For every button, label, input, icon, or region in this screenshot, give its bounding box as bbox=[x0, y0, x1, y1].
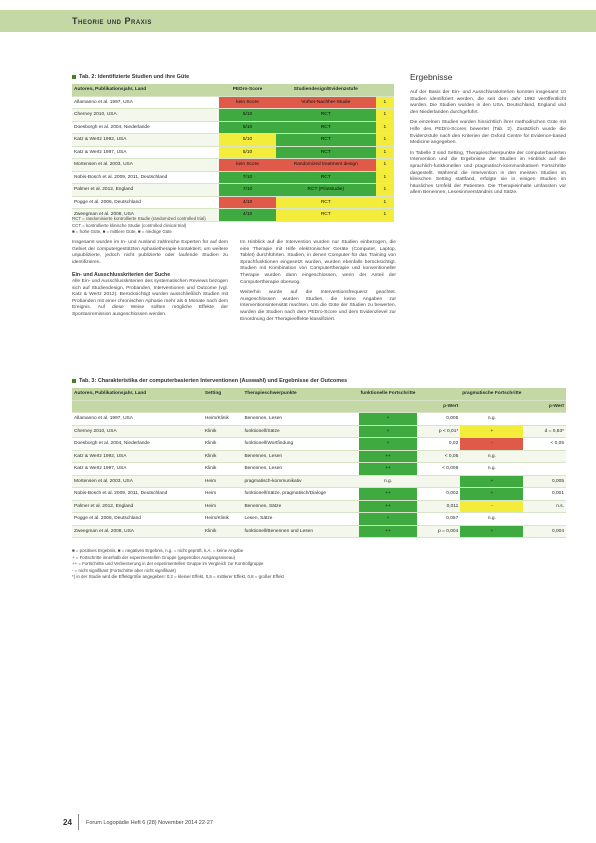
table3-subheader-row bbox=[72, 400, 566, 413]
table3-cell: n.g. bbox=[460, 450, 523, 463]
table3-cell: Lesen, Sätze bbox=[242, 513, 358, 526]
table2-cell: 7/10 bbox=[219, 184, 276, 197]
table3-subheader-cell: p-Wert bbox=[417, 400, 460, 413]
caption-square-icon bbox=[72, 379, 76, 383]
table3-cell: Benennen, Sätze bbox=[242, 500, 358, 513]
table2-row bbox=[72, 146, 394, 159]
table3-cell: < 0,05 bbox=[523, 438, 566, 451]
table2-cell: RCT bbox=[276, 171, 376, 184]
middle-column bbox=[240, 240, 396, 323]
table3-cell: + bbox=[359, 513, 418, 526]
table2-cell: RCT bbox=[276, 134, 376, 147]
table2-row bbox=[72, 121, 394, 134]
table3-cell: + bbox=[359, 413, 418, 426]
paragraph: Die einzelnen Studien wurden hinsichtlich ihrer methodischen Güte mit Hilfe des PEDro-Scores bewertet (Tab. 2). Zusätzlich wurde die Evidenzstufe nach den Kriterien der Oxford Centre for Evidence-based Medicine angegeben. bbox=[410, 120, 566, 146]
table3-row bbox=[72, 500, 566, 513]
paragraph: Insgesamt wurden im In- und Ausland zahlreiche Experten für auf dem Gebiet der computergestützten Aphasietherapie kontaktiert, um weitere unpublizierte, jedoch nicht publizierte oder laufende Studien zu identifizieren. bbox=[72, 240, 228, 265]
table2-cell: Katz & Wertz 1992, USA bbox=[72, 134, 219, 147]
table2-row bbox=[72, 196, 394, 209]
table3-subheader-cell: p-Wert bbox=[523, 400, 566, 413]
table2-header-cell: Autoren, Publikationsjahr, Land bbox=[72, 84, 219, 96]
table3-cell: funktionell/Sätze, pragmatisch/Dialoge bbox=[242, 488, 358, 501]
table3-cell: Katz & Wertz 1997, USA bbox=[72, 463, 203, 476]
table3-cell: Klinik bbox=[203, 525, 243, 538]
table2-cell: Cherney 2010, USA bbox=[72, 109, 219, 122]
table3-cell: n.s. bbox=[523, 500, 566, 513]
table2-cell: 5/10 bbox=[219, 134, 276, 147]
table2-header-cell: PEDro-Score bbox=[219, 84, 276, 96]
table2-footnotes bbox=[72, 216, 394, 236]
table3-cell: - bbox=[460, 438, 523, 451]
table3-cell: Klinik bbox=[203, 438, 243, 451]
table2-cell: RCT bbox=[276, 196, 376, 209]
table2-cell: 1 bbox=[376, 209, 394, 222]
table2-cell: Doesborgh et al. 2004, Niederlande bbox=[72, 121, 219, 134]
table2-cell: Mortensen et al. 2003, USA bbox=[72, 159, 219, 172]
table2-cell: Pogge et al. 2006, Deutschland bbox=[72, 196, 219, 209]
table2-cell: 1 bbox=[376, 171, 394, 184]
table3-cell: n.g. bbox=[359, 475, 418, 488]
table3-cell: n.g. bbox=[460, 413, 523, 426]
table2-cell: Randomized treatment design bbox=[276, 159, 376, 172]
table3-caption bbox=[72, 378, 347, 384]
table2-cell: 5/10 bbox=[219, 121, 276, 134]
table2-cell: Zweegman et al. 2008, USA bbox=[72, 209, 219, 222]
table2-cell: Vorher-Nachher-Studie bbox=[276, 96, 376, 109]
table3-caption-text: Tab. 3: Charakteristika der computerbasierten Interventionen (Auswahl) und Ergebnisse der Outcomes bbox=[79, 378, 348, 384]
table2-header-cell: Studiendesign/Evidenzstufe bbox=[276, 84, 376, 96]
table2-row bbox=[72, 171, 394, 184]
table2-row bbox=[72, 109, 394, 122]
table3-cell: < 0,008 bbox=[417, 463, 460, 476]
table2-cell: 5/10 bbox=[219, 109, 276, 122]
table2-row bbox=[72, 134, 394, 147]
table3-cell: pragmatisch-kommunikativ bbox=[242, 475, 358, 488]
table3-cell: Heim bbox=[203, 500, 243, 513]
table3-footnote: ++ = Fortschritte und Verbesserung in der experimentellen Gruppe im Vergleich zur Kontrollgruppe bbox=[72, 561, 264, 566]
table2-cell: 4/10 bbox=[219, 196, 276, 209]
results-heading: Ergebnisse bbox=[410, 72, 453, 82]
table2-cell: Nobis-Bosch et al. 2009, 2011, Deutschland bbox=[72, 171, 219, 184]
table3-subheader-cell bbox=[72, 400, 203, 413]
table2-cell: RCT bbox=[276, 146, 376, 159]
table3-cell: d = 0,83* bbox=[523, 425, 566, 438]
table3-row bbox=[72, 425, 566, 438]
caption-square-icon bbox=[72, 75, 76, 79]
table3-cell: Doesborgh et al. 2004, Niederlande bbox=[72, 438, 203, 451]
table3-cell: Pogge et al. 2006, Deutschland bbox=[72, 513, 203, 526]
table3-cell: Benennen, Lesen bbox=[242, 413, 358, 426]
table3-cell: Benennen, Lesen bbox=[242, 450, 358, 463]
table3-header-cell: Therapieschwerpunkte bbox=[242, 388, 358, 400]
table3-subheader-cell bbox=[242, 400, 358, 413]
table2-cell: 1 bbox=[376, 146, 394, 159]
table3-header-cell: Setting bbox=[203, 388, 243, 400]
table3-row bbox=[72, 450, 566, 463]
table3-header-cell: Autoren, Publikationsjahr, Land bbox=[72, 388, 203, 400]
footer-journal: Forum Logopädie Heft 6 (28) November 2014 22-27 bbox=[86, 820, 213, 826]
table3-cell: Klinik bbox=[203, 425, 243, 438]
table3-subheader-cell bbox=[203, 400, 243, 413]
table3-cell: Heim/Klinik bbox=[203, 513, 243, 526]
table3-cell: ++ bbox=[359, 500, 418, 513]
table3-cell bbox=[417, 475, 460, 488]
table3-header-cell: funktionelle Fortschritte bbox=[359, 388, 418, 400]
table3-cell: Cherney 2010, USA bbox=[72, 425, 203, 438]
table3-cell: ++ bbox=[359, 463, 418, 476]
table2-header-cell bbox=[376, 84, 394, 96]
table3-header-cell bbox=[523, 388, 566, 400]
table2-footnote: RCT = randomisierte kontrollierte Studie (randomized controlled trial) bbox=[72, 216, 206, 221]
table3-cell: Benennen, Lesen bbox=[242, 463, 358, 476]
table2-cell: kein Score bbox=[219, 96, 276, 109]
table3-subheader-cell bbox=[359, 400, 418, 413]
table3-row bbox=[72, 513, 566, 526]
table3-cell: Heim/Klinik bbox=[203, 413, 243, 426]
paragraph: Weiterhin wurde auf die Interventionsfrequenz geachtet. Ausgeschlossen wurden Studien, die keine Angaben zur Interventionsintensität machten. Um die Güte der Studien zu bewerten, wurden die Studien nach dem PEDro-Score und dem Evidenzlevel zur Einordnung der Therapieeffekte klassifiziert. bbox=[240, 290, 396, 322]
table2-cell: 1 bbox=[376, 121, 394, 134]
table2-cell: 1 bbox=[376, 184, 394, 197]
table2-row bbox=[72, 184, 394, 197]
table3-cell bbox=[523, 513, 566, 526]
table2-cell: Palmer et al. 2012, England bbox=[72, 184, 219, 197]
table2 bbox=[72, 84, 394, 222]
paragraph: In Tabelle 3 sind Setting, Therapieschwerpunkte der computerbasierten Intervention und die Ergebnisse der Studien im Hinblick auf die sprachlich-funktionellen und pragmatisch-kommunikativen Fortschritte dargestellt. Während die Intervention in den meisten Studien im klinischen Setting stattfand, erfolgte sie in einigen Studien im häuslichen Umfeld der Patienten. Die Therapieinhalte umfassten vor allem Benennen, Lesesinnverständnis und Sätze. bbox=[410, 150, 566, 196]
table3-cell: n.g. bbox=[460, 463, 523, 476]
table3-cell: funktionell/Benennen und Lesen bbox=[242, 525, 358, 538]
table2-footnote: CCT = kontrollierte klinische Studie (controlled clinical trial) bbox=[72, 222, 187, 228]
table3-subheader-cell bbox=[460, 400, 523, 413]
table3-header-row bbox=[72, 388, 566, 400]
table2-cell: 1 bbox=[376, 134, 394, 147]
table3-cell: Palmer et al. 2012, England bbox=[72, 500, 203, 513]
table2-row bbox=[72, 159, 394, 172]
table3-cell: + bbox=[460, 525, 523, 538]
table2-header-row bbox=[72, 84, 394, 96]
table3-row bbox=[72, 475, 566, 488]
table3-cell: Klinik bbox=[203, 450, 243, 463]
table2-cell: kein Score bbox=[219, 159, 276, 172]
page-number: 24 bbox=[63, 818, 72, 827]
table3-footnote: ■ = positives Ergebnis, ■ = negatives Ergebnis, n.g. = nicht geprüft, k.A. = keine Angabe bbox=[72, 548, 244, 553]
table3-cell: + bbox=[359, 438, 418, 451]
table3-cell: 0,005 bbox=[523, 475, 566, 488]
table3-cell: + bbox=[460, 475, 523, 488]
table2-cell: 1 bbox=[376, 196, 394, 209]
table3-cell: ++ bbox=[359, 525, 418, 538]
section-title: Theorie und Praxis bbox=[72, 16, 152, 26]
table3-row bbox=[72, 525, 566, 538]
subheading: Ein- und Ausschlusskriterien der Suche bbox=[72, 272, 171, 279]
table3-cell: + bbox=[460, 425, 523, 438]
left-column bbox=[72, 240, 228, 319]
table2-cell: Allamanno et al. 1997, USA bbox=[72, 96, 219, 109]
table3-cell: 0,02 bbox=[417, 438, 460, 451]
table2-cell: RCT bbox=[276, 121, 376, 134]
table3-cell: 0,002 bbox=[417, 488, 460, 501]
table3-cell: funktionell/Wortfindung bbox=[242, 438, 358, 451]
table2-caption-text: Tab. 2: Identifizierte Studien und ihre Güte bbox=[79, 74, 190, 80]
table3-footnote: *) in der Studie wird die Effektgröße angegeben: 0,2 = kleiner Effekt, 0,5 = mittlerer Effekt, 0,8 = großer Effekt bbox=[72, 574, 284, 579]
table3-row bbox=[72, 488, 566, 501]
paragraph: Auf der Basis der Ein- und Ausschlusskriterien konnten insgesamt 10 Studien identifiziert werden, die seit dem Jahr 1992 veröffentlicht wurden. Die Studien wurden in den USA, Deutschland, England und den Niederlanden durchgeführt. bbox=[410, 90, 566, 115]
table3-cell: n.g. bbox=[460, 513, 523, 526]
table3-row bbox=[72, 413, 566, 426]
table3-cell: p = 0,004 bbox=[417, 525, 460, 538]
table2-row bbox=[72, 96, 394, 109]
table3-cell: Klinik bbox=[203, 463, 243, 476]
table3-cell bbox=[523, 413, 566, 426]
table2-cell: 4/10 bbox=[219, 209, 276, 222]
table3-footnote: + = Fortschritte innerhalb der experimentellen Gruppe (gegenüber Ausgangsniveau) bbox=[72, 554, 236, 560]
table2-cell: RCT (Pilotstudie) bbox=[276, 184, 376, 197]
table3-cell bbox=[523, 463, 566, 476]
table3-cell: 0,011 bbox=[417, 500, 460, 513]
table2-cell: 5/10 bbox=[219, 146, 276, 159]
table2-cell: 1 bbox=[376, 96, 394, 109]
table3-cell: 0,004 bbox=[523, 525, 566, 538]
table3-cell: Allamanno et al. 1997, USA bbox=[72, 413, 203, 426]
table3-footnotes bbox=[72, 548, 566, 581]
table2-footnote: ■ = hohe Güte, ■ = mittlere Güte, ■ = niedrige Güte bbox=[72, 229, 172, 234]
table3-row bbox=[72, 463, 566, 476]
table2-cell: 1 bbox=[376, 159, 394, 172]
table3-cell: ++ bbox=[359, 450, 418, 463]
paragraph: Im Hinblick auf die Intervention wurden nur Studien einbezogen, die eine Therapie mit Hilfe elektronischer Geräte (Computer, Laptop, Tablet) durchführten. Studien, in denen Computer für das Training von Sprachfunktionen eingesetzt wurden, wurden ebenfalls berücksichtigt. Studien mit Kombination von Computertherapie und konventioneller Therapie wurden dann eingeschlossen, wenn der Anteil der Computertherapie überwog. bbox=[240, 240, 396, 285]
table3-cell: funktionell/Sätze bbox=[242, 425, 358, 438]
table3-cell: p < 0,01* bbox=[417, 425, 460, 438]
table3-cell: ++ bbox=[359, 488, 418, 501]
table3-cell: Heim bbox=[203, 475, 243, 488]
table3-cell: + bbox=[460, 488, 523, 501]
table3-cell: 0,005 bbox=[417, 413, 460, 426]
table3-cell: 0,001 bbox=[523, 488, 566, 501]
table3-cell: Katz & Wertz 1992, USA bbox=[72, 450, 203, 463]
table3 bbox=[72, 388, 566, 538]
table3-cell: + bbox=[359, 425, 418, 438]
table2-cell: RCT bbox=[276, 109, 376, 122]
table2-cell: RCT bbox=[276, 209, 376, 222]
table3-cell: < 0,05 bbox=[417, 450, 460, 463]
paragraph: Alle Ein- und Ausschlusskriterien des systematischen Reviews bezogen sich auf Studiendesign, Probanden, Interventionen und Outcome (vgl. Katz & Wertz 2012). Berücksichtigt wurden ausschließlich Studien mit Probanden mit einer chronischen Aphasie mehr als 6 Monate nach dem Ereignis. Auf diese Weise sollten mögliche Effekte der Spontanremission ausgeschlossen werden. bbox=[72, 278, 228, 317]
table3-cell bbox=[523, 450, 566, 463]
table2-cell: Katz & Wertz 1997, USA bbox=[72, 146, 219, 159]
table3-cell: 0,057 bbox=[417, 513, 460, 526]
footer-divider bbox=[78, 814, 79, 830]
table3-footnote: - = nicht signifikant (Fortschritte aber nicht signifikant) bbox=[72, 567, 176, 573]
table3-cell: Nobis-Bosch et al. 2009, 2011, Deutschland bbox=[72, 488, 203, 501]
table2-cell: 7/10 bbox=[219, 171, 276, 184]
table3-header-cell: pragmatische Fortschritte bbox=[460, 388, 523, 400]
table3-cell: - bbox=[460, 500, 523, 513]
table3-cell: Heim bbox=[203, 488, 243, 501]
right-column bbox=[410, 90, 566, 197]
table3-header-cell bbox=[417, 388, 460, 400]
table3-row bbox=[72, 438, 566, 451]
table3-cell: Zweegman et al. 2008, USA bbox=[72, 525, 203, 538]
table2-caption bbox=[72, 74, 189, 80]
table3-cell: Mortensen et al. 2003, USA bbox=[72, 475, 203, 488]
table2-cell: 1 bbox=[376, 109, 394, 122]
